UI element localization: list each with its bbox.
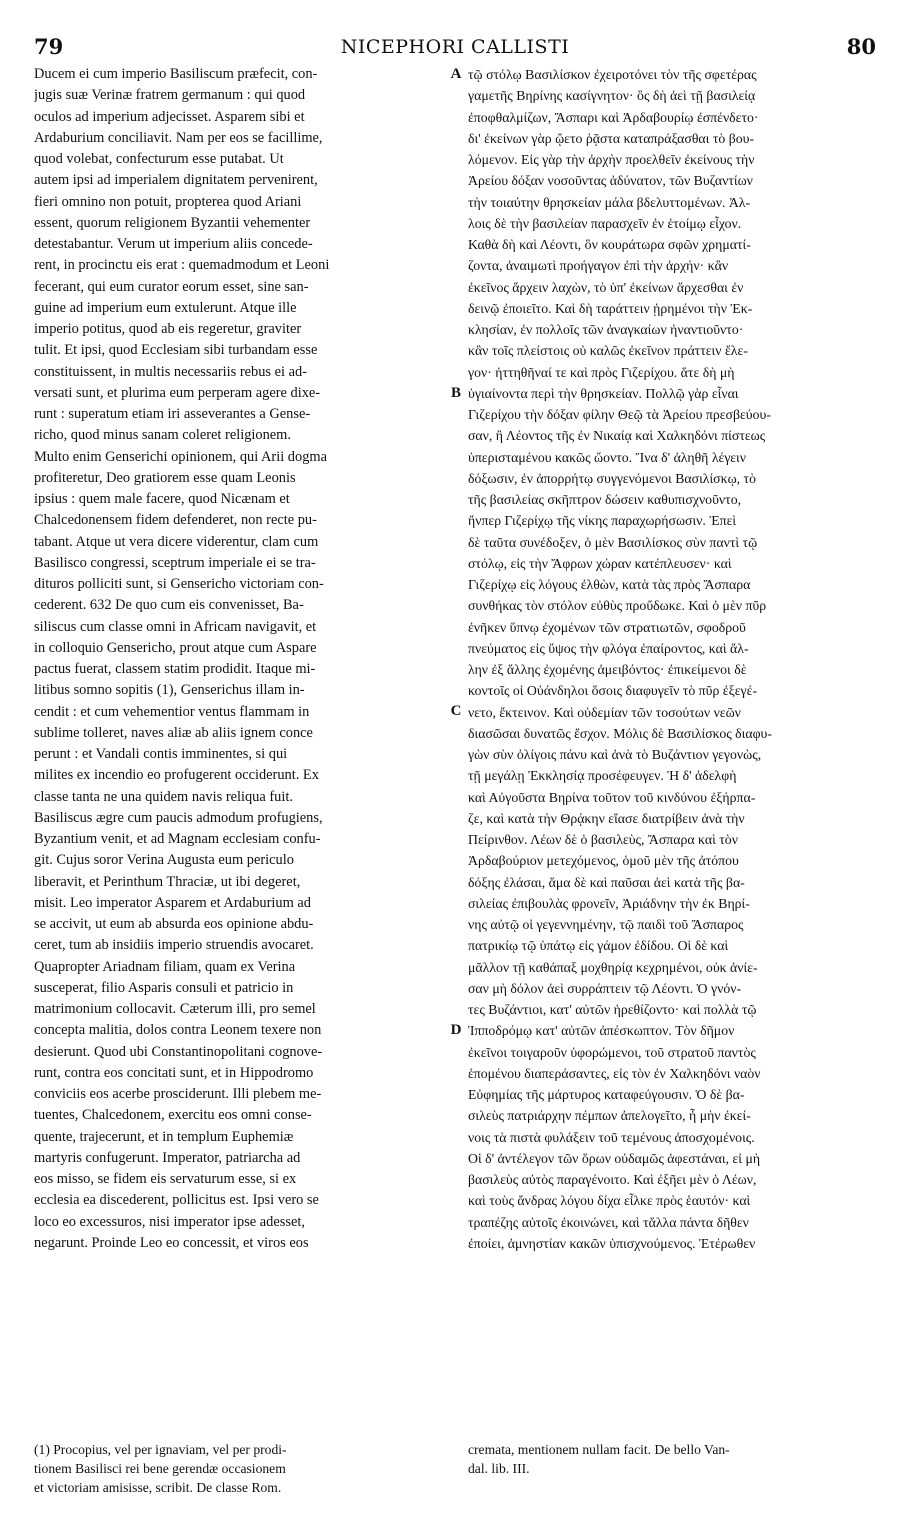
latin-text-line: eos misso, se fidem eis servaturum esse, si ex [34,1171,297,1187]
latin-text-line: autem ipsi ad imperialem dignitatem pervenirent, [34,172,318,189]
greek-text-line: σαν μὴ δόλον ἀεὶ συρράπτειν τῷ Λέοντι. Ὁ γνόν- [468,980,742,996]
greek-text-line: ὑγιαίνοντα περὶ τὴν θρησκείαν. Πολλῷ γὰρ εἶναι [468,385,739,401]
latin-text-line: Basilisco congressi, sceptrum imperiale ei se tra- [34,554,316,571]
latin-text-line: pactus fuerat, classem statim prodidit. Itaque mi- [34,661,316,677]
latin-text-line: quente, trajecerunt, et in templum Euphemiæ [34,1128,294,1145]
greek-text-line: γαμετῆς Βηρίνης κασίγνητον· ὃς δὴ ἀεὶ τῇ βασιλείᾳ [468,88,756,104]
latin-text-line: dituros polliciti sunt, si Genserichо victoriam con- [34,576,324,592]
latin-text-line: detestabantur. Verum ut imperium aliis concede- [34,236,313,252]
latin-column [34,64,442,1254]
latin-text-line: Basiliscus ægre cum paucis admodum profugiens, [34,809,323,826]
latin-text-line: Ducem ei cum imperio Basiliscum præfecit, con- [34,66,318,82]
latin-text-line: oculos ad imperium adjecisset. Asparem sibi et [34,108,305,125]
footnote-line: cremata, mentionem nullam facit. De bello Van- [468,1442,730,1457]
greek-text-line: Οἱ δ' ἀντέλεγον τῶν ὅρων οὐδαμῶς ἀφεστάναι, εἰ μὴ [468,1150,761,1166]
greek-text-line: κλησίαν, ἐν πολλοῖς τῶν ἀναγκαίων ἠναντιοῦντο· [468,322,744,337]
greek-text-line: διασῶσαι δυνατῶς ἔσχον. Μόλις δὲ Βασιλίσκος διαφυ- [468,725,772,741]
latin-text-line: Ardaburium conciliavit. Nam per eos se facillime, [34,129,323,146]
latin-text-line: perunt : et Vandali contis imminentes, si qui [34,746,288,762]
latin-text-line: misit. Leo imperator Asparem et Ardaburium ad [34,894,311,911]
latin-text-line: profiteretur, Deo gratiorem esse quam Leonis [34,469,296,486]
latin-text-line: ipsius : quem male facere, quod Nicænam et [34,491,290,507]
greek-text-line: λόμενον. Εἰς γὰρ τὴν ἀρχὴν προελθεῖν ἐκείνους τὴν [468,152,755,167]
greek-text-line: ἐποφθαλμίζων, Ἄσπαρι καὶ Ἀρδαβουρίῳ ἐσπένδετο· [468,109,759,125]
footnote-line: (1) Procopius, vel per ignaviam, vel per prodi- [34,1442,287,1457]
greek-text-line: ὑπερισταμένου κακῶς ὤοντο. Ἵνα δ' ἀληθῆ λέγειν [468,449,746,465]
greek-text-line: δόξης ἐλάσαι, ἅμα δὲ καὶ παῦσαι ἀεὶ κατὰ τῆς βα- [468,874,745,890]
greek-text-line: τραπέζης αὐτοῖς ἐκοινώνει, καὶ τἄλλα πάντα δῆθεν [468,1214,749,1230]
latin-text-line: cendit : et cum vehementior ventus flammam in [34,703,310,720]
greek-text-line: λην ἐξ ἄλλης ἐχομένης ἀμειβόντος· ἐπικείμενοι δὲ [468,662,747,677]
greek-text-line: Ἱπποδρόμῳ κατ' αὐτῶν ἀπέσκωπτον. Τὸν δῆμον [468,1023,735,1039]
latin-text-line: quod volebat, confecturum esse putabat. Ut [34,151,284,167]
greek-text-line: ἤνπερ Γιζερίχῳ τῆς νίκης παραχωρήσωσιν. Ἐπεὶ [468,513,737,529]
greek-text-line: βασιλεὺς αὐτὸς παραγένοιτο. Καὶ ἐξῆει μὲν ὁ Λέων, [468,1172,757,1187]
greek-text-line: τῷ στόλῳ Βασιλίσκον ἐχειροτόνει τὸν τῆς σφετέρας [468,67,757,82]
greek-text-line: τες Βυζάντιοι, κατ' αὐτῶν ἠρεθίζοντο· καὶ πολλὰ τῷ [468,1002,757,1017]
latin-text-line: Quapropter Ariadnam filiam, quam ex Verina [34,958,296,975]
latin-text-line: guine ad imperium eum extulerunt. Atque ille [34,299,297,316]
greek-text-line: Πείρινθον. Λέων δὲ ὁ βασιλεὺς, Ἄσπαρα καὶ τὸν [468,832,738,847]
greek-text-line: καὶ Αὐγοῦστα Βηρίνα τοῦτον τοῦ κινδύνου ἐξήρπα- [468,789,756,805]
greek-text-line: σαν, ἢ Λέοντος τῆς ἐν Νικαίᾳ καὶ Χαλκηδόνι πίστεως [468,428,766,444]
section-mark-d: D [450,1022,462,1038]
greek-column [468,64,880,1254]
latin-text-line: tabant. Atque ut vera dicere viderentur, clam cum [34,533,319,550]
latin-text-line: runt : superatum etiam iri asseverantes a Gense- [34,406,311,422]
latin-text-line: fieri omnino non potuit, propterea quod Ariani [34,193,302,210]
latin-text-line: liberavit, et Perinthum Thraciæ, ut ibi degeret, [34,873,301,890]
latin-text-line: ceret, tum ab insidiis imperio struendis avocaret. [34,937,314,954]
greek-text-line: τὴν τοιαύτην θρησκείαν μάλα βδελυττομένων. Ἀλ- [468,194,751,210]
greek-text-line: ζε, καὶ κατὰ τὴν Θρᾴκην εἴασε διατρίβειν ἀνὰ τὴν [468,810,745,826]
greek-text-line: νετο, ἔκτεινον. Καὶ οὐδεμίαν τῶν τοσούτων νεῶν [468,704,741,720]
greek-text-line: τῇ μεγάλῃ Ἐκκλησίᾳ προσέφευγεν. Ἡ δ' ἀδελφὴ [468,768,737,784]
footnote-line: et victoriam amisisse, scribit. De classe Rom. [34,1480,282,1495]
latin-text-line: classe tanta ne una quidem navis reliqua fuit. [34,788,293,805]
greek-text-line: μᾶλλον τῇ καθάπαξ μοχθηρίᾳ κεχρημένοι, οὐκ ἀνίε- [468,959,758,975]
latin-text-line: negarunt. Proinde Leo eo concessit, et viros eos [34,1234,309,1251]
greek-text-line: γον· ἡττηθῆναί τε καὶ πρὸς Γιζερίχου. ἅτε δὴ μὴ [468,364,735,380]
latin-text-line: imperio potitus, quod ab eis regeretur, graviter [34,321,302,337]
latin-text-line: siliscus cum classe omni in Africam navigavit, et [34,618,317,635]
latin-text-line: desierunt. Quod ubi Constantinopolitani cognove- [34,1043,323,1060]
greek-text-line: λοις δὲ τὴν βασιλείαν παρασχεῖν ἐν ἑτοίμῳ εἶχον. [468,215,742,231]
greek-text-line: κοντοῖς οἱ Οὐάνδηλοι ὅσοις διαφυγεῖν τὸ πῦρ ἐξεγέ- [468,683,758,699]
section-mark-c: C [450,703,462,719]
greek-text-line: δὲ ταῦτα συνέδοξεν, ὁ μὲν Βασιλίσκος σὺν παντὶ τῷ [468,534,758,550]
greek-text-line: Γιζερίχῳ εἰς λόγους ἐλθὼν, κατὰ τὰς πρὸς Ἄσπαρα [468,577,751,592]
greek-text-line: Καθὰ δὴ καὶ Λέοντι, ὃν κουράτωρα σφῶν χρηματί- [468,237,751,252]
latin-text-line: jugis suæ Verinæ fratrem germanum : qui quod [34,87,306,104]
latin-text-line: ecclesia ea discederent, pollicitus est. Ipsi vero se [34,1192,319,1209]
latin-text-line: versati sunt, et plurima eum perperam agere dixe- [34,384,321,401]
greek-text-line: σιλείας ἐπιβουλὰς φρονεῖν, Ἀριάδνην τὴν ἐκ Βηρί- [468,895,750,911]
greek-text-line: ἑπομένου διαπεράσαντες, εἰς τὸν ἐν Χαλκηδόνι ναὸν [468,1065,761,1081]
page-header [34,34,876,60]
latin-text-line: sublime tolleret, naves aliæ ab aliis ignem conce [34,724,313,741]
latin-text-line: in colloquio Genserichо, prout atque cum Aspare [34,639,317,656]
greek-text-line: Γιζερίχου τὴν δόξαν φίλην Θεῷ τὰ Ἀρείου πρεσβεύου- [468,407,771,422]
latin-text-line: runt, contra eos concitati sunt, et in Hippodromo [34,1064,314,1081]
section-mark-a: A [450,66,462,82]
latin-text-line: Chalcedonensem fidem defenderet, non recte pu- [34,512,317,529]
greek-text-line: κἂν τοῖς πλείστοις οὐ καλῶς ἐκεῖνον πράττειν ἔλε- [468,343,748,359]
section-mark-b: B [450,385,461,401]
latin-text-line: tuentes, Chalcedonem, exercitu eos omni conse- [34,1107,312,1124]
page-number-left: 79 [34,34,64,59]
latin-text-line: essent, quorum religionem Byzantii vehementer [34,214,311,231]
latin-text-line: richo, quod minus sanam coleret religionem. [34,427,291,444]
greek-text-line: τῆς βασιλείας σκῆπτρον δώσειν καθυπισχνοῦντο, [468,492,742,507]
latin-text-line: cederent. 632 De quo cum eis convenisset, Ba- [34,597,304,614]
greek-text-line: νης αὐτῷ οἱ γεγεννημένην, τῷ παιδὶ τοῦ Ἄσπαρος [468,917,744,932]
footnote-greek [468,1440,880,1478]
footnote-latin [34,1440,444,1497]
greek-text-line: καὶ τοὺς ἄνδρας λόγου δίχα εἶλκε πρὸς ἑαυτόν· καὶ [468,1193,751,1209]
latin-text-line: se accivit, ut eum ab absurda eos opinione abdu- [34,916,314,932]
greek-text-line: πατρικίῳ τῷ ὑπάτῳ εἰς γάμον ἐδίδου. Οἱ δὲ καὶ [468,938,729,954]
latin-text-line: concepta malitia, dolos contra Leonem texere non [34,1022,322,1039]
page-number-right: 80 [846,34,876,59]
greek-text-line: δόξωσιν, ἐν ἀπορρήτῳ συγγενόμενοι Βασιλίσκῳ, τὸ [468,470,756,486]
greek-text-line: Ἀρείου δόξαν νοσοῦντας ἀδύνατον, τῶν Βυζαντίων [468,173,753,189]
latin-text-line: milites ex incendio eo profugerent occiderunt. Ex [34,767,319,784]
greek-text-line: σιλεὺς πατριάρχην πέμπων ἀπελογεῖτο, ἦ μὴν ἐκεί- [468,1108,751,1124]
latin-text-line: tulit. Et ipsi, quod Ecclesiam sibi turbandam esse [34,342,318,359]
greek-text-line: ἐποίει, ἀμνηστίαν κακῶν ὑπισχνούμενος. Ἑτέρωθεν [468,1235,756,1251]
latin-text-line: litibus somno sopitis (1), Genserichus illam in- [34,682,305,699]
latin-text-line: martyris confugerunt. Imperator, patriarcha ad [34,1149,301,1166]
section-marks [448,64,464,1164]
greek-text-line: δι' ἐκείνων γὰρ ᾤετο ῥᾷστα καταπράξασθαι τὸ βου- [468,130,755,146]
footnote-line: dal. lib. III. [468,1461,530,1476]
greek-text-line: ἐκεῖνος ἄρχειν λαχὼν, τὸ ὑπ' ἐκείνων ἄρχεσθαι ἐν [468,279,744,295]
greek-text-line: Ἀρδαβούριον μετεχόμενος, ὁμοῦ μὲν τῆς ἀτόπου [468,853,739,869]
latin-text-line: rent, in procinctu eis erat : quemadmodum et Leoni [34,257,330,274]
latin-text-line: Byzantium venit, et ad Magnam ecclesiam confu- [34,831,321,847]
latin-text-line: Multo enim Genserichi opinionem, qui Arii dogma [34,448,327,465]
greek-text-line: γὼν σὺν ὀλίγοις πάνυ καὶ ἀνὰ τὸ Βυζάντιον γεγονὼς, [468,747,762,762]
greek-text-line: στόλῳ, εἰς τὴν Ἄφρων χώραν κατέπλευσεν· καὶ [468,555,732,571]
latin-text-line: susceperat, filio Asparis consuli et patricio in [34,979,294,996]
greek-text-line: συνθήκας τὸν στόλον εὐθὺς προὔδωκε. Καὶ ὁ μὲν πῦρ [468,598,767,614]
greek-text-line: ἐνῆκεν ὕπνῳ ἐχομένων τῶν στρατιωτῶν, σφοδροῦ [468,619,746,635]
greek-text-line: δεινῷ ἐποιεῖτο. Καὶ δὴ ταράττειν ᾑρημένοι τὴν Ἐκ- [468,300,753,316]
latin-text-line: constituissent, in multis necessariis rebus ei ad- [34,363,307,380]
latin-text-line: matrimonium collocavit. Cæterum illi, pro semel [34,1001,316,1017]
footnote-line: tionem Basilisci rei bene gerendæ occasionem [34,1461,286,1476]
greek-text-line: Εὐφημίας τῆς μάρτυρος καταφεύγουσιν. Ὁ δὲ βα- [468,1087,745,1102]
greek-text-line: νοις τὰ πιστὰ φυλάξειν τοῦ τεμένους ἀποσχομένοις. [468,1129,755,1145]
latin-text-line: loco eo excessuros, nisi imperator ipse adesset, [34,1213,305,1230]
greek-text-line: ἐκεῖνοι τοιγαροῦν ὑφορώμενοι, τοῦ στρατοῦ παντὸς [468,1044,756,1060]
greek-text-line: πνεύματος εἰς ὕψος τὴν φλόγα ἐπαίροντος, καὶ ἄλ- [468,640,749,656]
latin-text-line: git. Cujus soror Verina Augusta eum periculo [34,852,294,869]
greek-text-line: ζοντα, ἀναιμωτὶ προήγαγον ἐπὶ τὴν ἀρχήν· κἂν [468,258,729,274]
latin-text-line: fecerant, qui eum curator eorum esset, sine san- [34,278,309,295]
running-title: NICEPHORI CALLISTI [340,36,570,58]
latin-text-line: conviciis eos acerbe prosciderunt. Illi plebem me- [34,1086,322,1102]
